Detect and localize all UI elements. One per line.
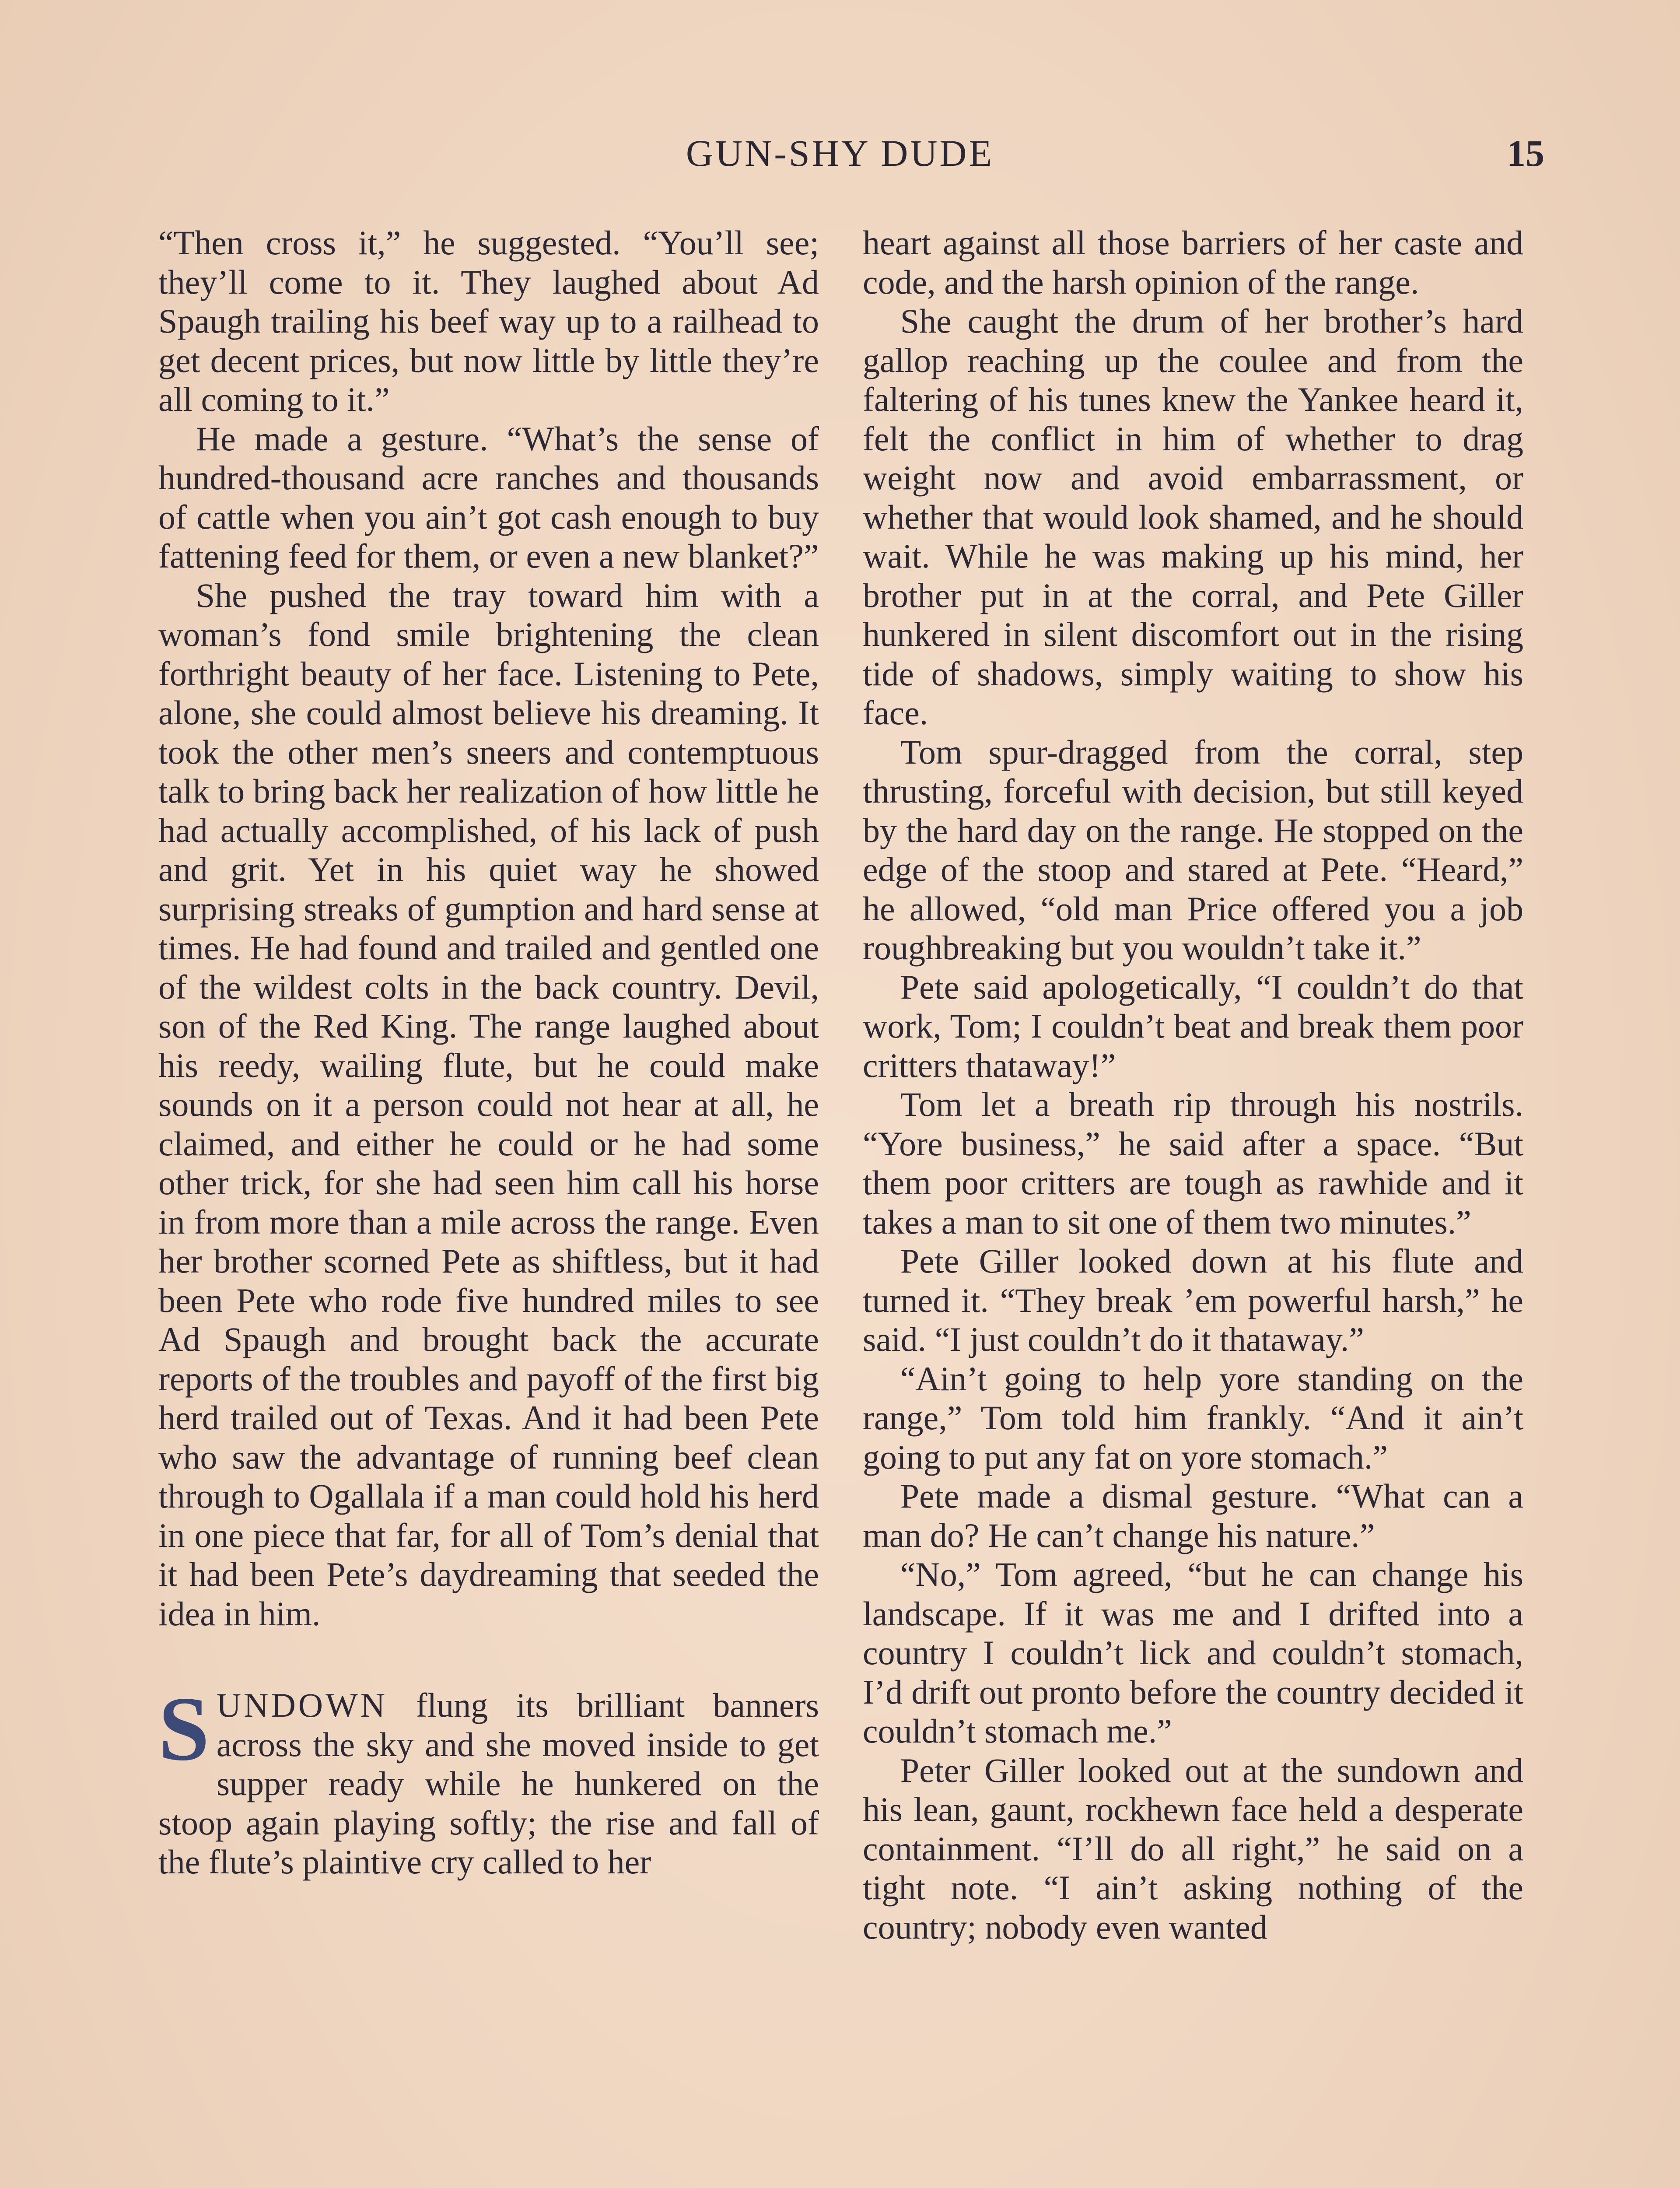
sundown-paragraph-text: flung its brilliant banners across the sky and she moved inside to get supper ready while he hunkered on the stoop again playing softly; the rise and fall of the flute’s plaintive cry called to her — [158, 1686, 819, 1881]
drop-cap-initial: S — [158, 1678, 210, 1780]
right-paragraph-10: Peter Giller looked out at the sundown and his lean, gaunt, rockhewn face held a desperate containment. “I’ll do all right,” he said on a tight note. “I ain’t asking nothing of the country; nobody even wanted — [863, 1751, 1523, 1946]
right-paragraph-7: “Ain’t going to help yore standing on the range,” Tom told him frankly. “And it ain’t going to put any fat on yore stomach.” — [863, 1359, 1523, 1476]
right-paragraph-5: Tom let a breath rip through his nostrils. “Yore business,” he said after a space. “But them poor critters are tough as rawhide and it takes a man to sit one of them two minutes.” — [863, 1085, 1523, 1241]
right-paragraph-1: heart against all those barriers of her caste and code, and the harsh opinion of the range. — [863, 224, 1523, 301]
left-paragraph-1: “Then cross it,” he suggested. “You’ll see; they’ll come to it. They laughed about Ad Spaugh trailing his beef way up to a railhead to get decent prices, but now little by little they’re all coming to it.” — [158, 224, 819, 418]
right-paragraph-9: “No,” Tom agreed, “but he can change his landscape. If it was me and I drifted into a country I couldn’t lick and couldn’t stomach, I’d drift out pronto before the country decided it couldn’t stomach me.” — [863, 1555, 1523, 1750]
left-paragraph-3: She pushed the tray toward him with a woman’s fond smile brightening the clean forthright beauty of her face. Listening to Pete, alone, she could almost believe his dreaming. It took the other men’s sneers and contemptuous talk to bring back her realization of how little he had actually accomplished, of his lack of push and grit. Yet in his quiet way he showed surprising streaks of gumption and hard sense at times. He had found and trailed and gentled one of the wildest colts in the back country. Devil, son of the Red King. The range laughed about his reedy, wailing flute, but he could make sounds on it a person could not hear at all, he claimed, and either he could or he had some other trick, for she had seen him call his horse in from more than a mile across the range. Even her brother scorned Pete as shiftless, but it had been Pete who rode five hundred miles to see Ad Spaugh and brought back the accurate reports of the troubles and payoff of the first big herd trailed out of Texas. And it had been Pete who saw the advantage of running beef clean through to Ogallala if a man could hold his herd in one piece that far, for all of Tom’s denial that it had been Pete’s daydreaming that seeded the idea in him. — [158, 576, 819, 1633]
right-paragraph-4: Pete said apologetically, “I couldn’t do that work, Tom; I couldn’t beat and break them poor critters thataway!” — [863, 968, 1523, 1084]
sundown-section-paragraph — [158, 1678, 819, 1882]
right-paragraph-8: Pete made a dismal gesture. “What can a man do? He can’t change his nature.” — [863, 1477, 1523, 1554]
right-paragraph-6: Pete Giller looked down at his flute and turned it. “They break ’em powerful harsh,” he said. “I just couldn’t do it thataway.” — [863, 1242, 1523, 1358]
page-number: 15 — [1507, 132, 1544, 174]
right-paragraph-3: Tom spur-dragged from the corral, step thrusting, forceful with decision, but still keyed by the hard day on the range. He stopped on the edge of the stoop and stared at Pete. “Heard,” he allowed, “old man Price offered you a job roughbreaking but you wouldn’t take it.” — [863, 733, 1523, 967]
right-paragraph-2: She caught the drum of her brother’s hard gallop reaching up the coulee and from the faltering of his tunes knew the Yankee heard it, felt the conflict in him of whether to drag weight now and avoid embarrassment, or whether that would look shamed, and he should wait. While he was making up his mind, her brother put in at the corral, and Pete Giller hunkered in silent discomfort out in the rising tide of shadows, simply waiting to show his face. — [863, 302, 1523, 732]
right-column — [863, 223, 1523, 1946]
running-head-title: GUN-SHY DUDE — [686, 132, 994, 174]
left-paragraph-2: He made a gesture. “What’s the sense of hundred-thousand acre ranches and thousands of cattle when you ain’t got cash enough to buy fattening feed for them, or even a new blanket?” — [158, 419, 819, 575]
left-column — [158, 223, 819, 1882]
small-caps-opening: UNDOWN — [216, 1686, 388, 1724]
